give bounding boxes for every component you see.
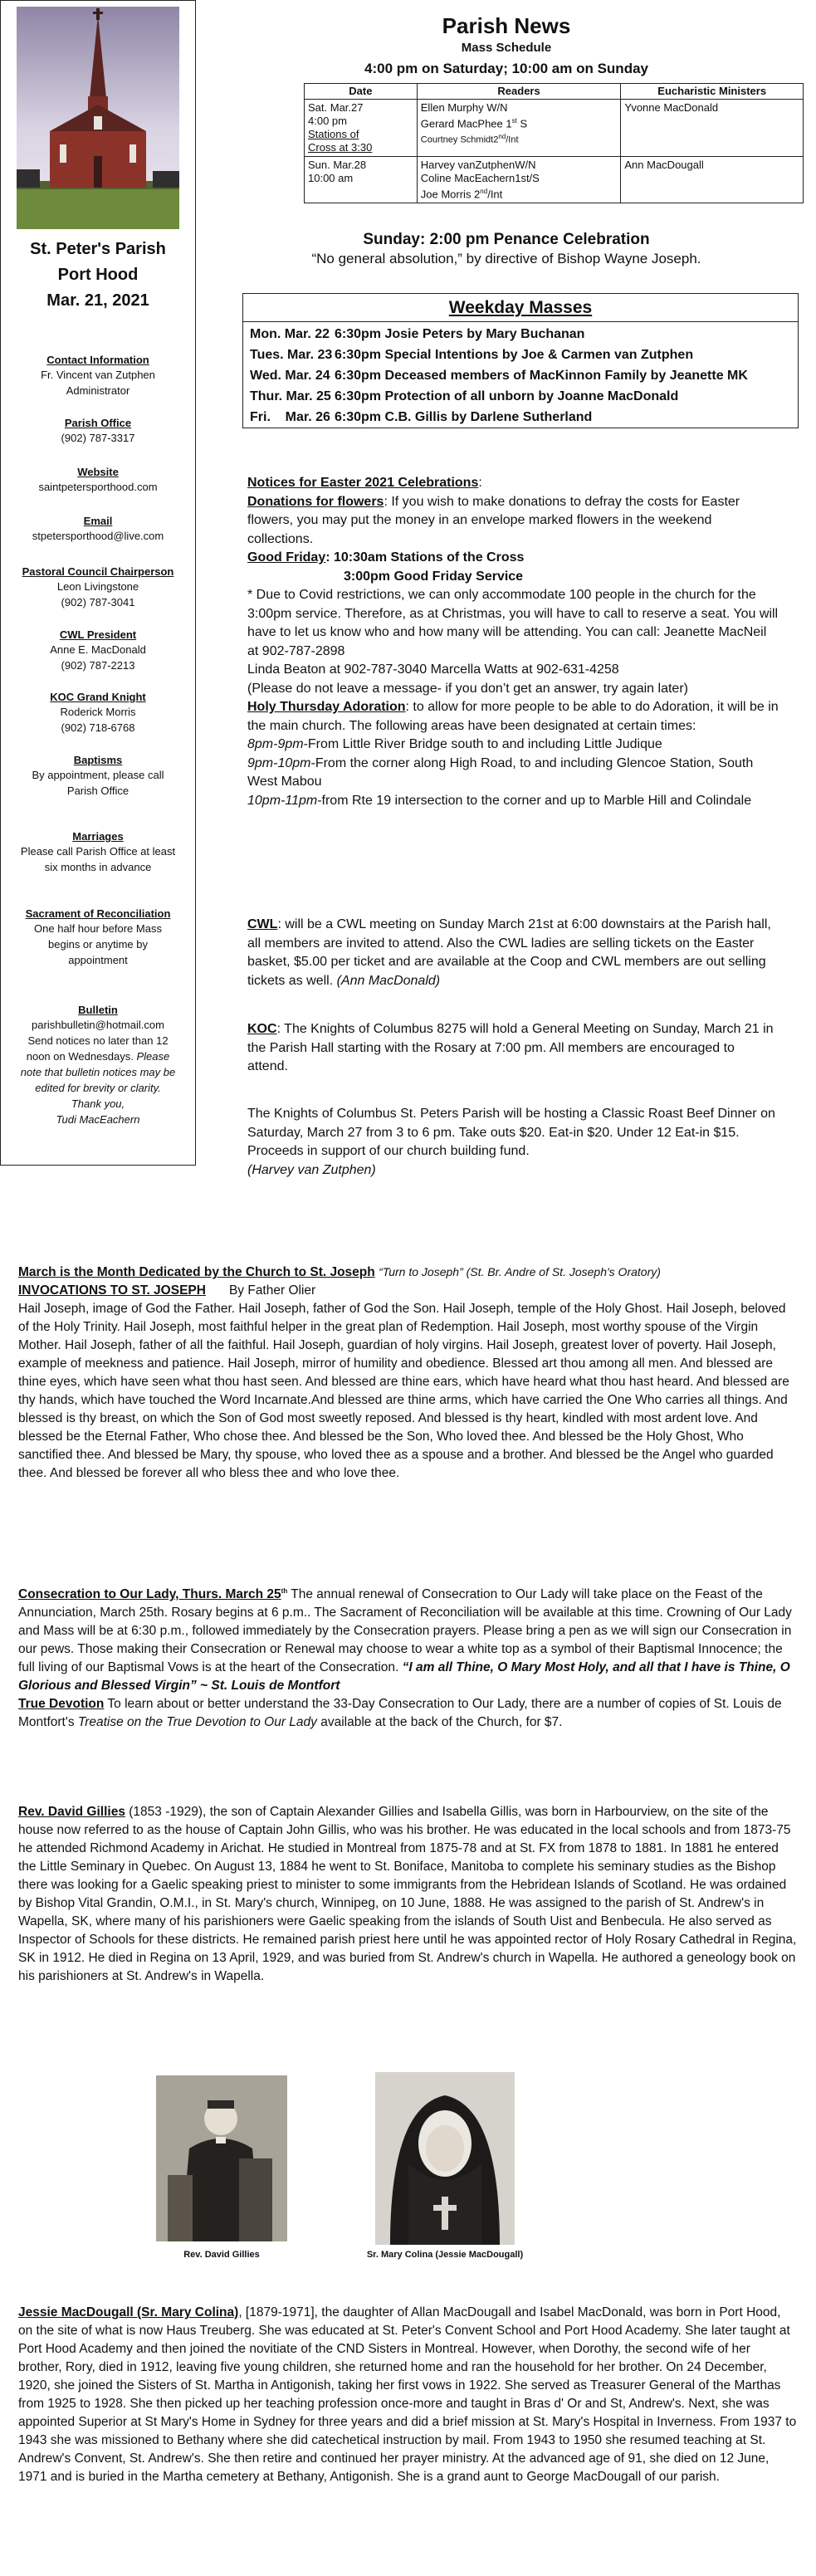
penance-celebration: Sunday: 2:00 pm Penance Celebration xyxy=(363,231,650,248)
cwl-president-name: Anne E. MacDonald xyxy=(50,643,146,656)
weekday-row: Tues. Mar. 23 6:30pm Special Intentions by Joe & Carmen van Zutphen xyxy=(250,348,694,362)
office-phone: (902) 787-3317 xyxy=(61,432,135,444)
mass-schedule-title: Mass Schedule xyxy=(461,41,552,55)
adoration-slot: 9pm-10pm-From the corner along High Road, to and including Glencoe Station, South West Mabou xyxy=(247,755,754,789)
mass-schedule-table xyxy=(304,83,804,203)
koc-name: Roderick Morris xyxy=(60,706,136,718)
gillies-portrait xyxy=(156,2075,287,2241)
dinner-author: (Harvey van Zutphen) xyxy=(247,1162,376,1177)
adoration-notice: Holy Thursday Adoration: to allow for more people to be able to do Adoration, it will be in the main church. The following areas have been designated at certain times: xyxy=(247,700,779,733)
website-heading: Website xyxy=(77,466,119,478)
marriages-line: six months in advance xyxy=(44,861,152,873)
contact-role: Administrator xyxy=(66,384,130,397)
baptisms-line: Parish Office xyxy=(66,785,129,797)
easter-notices xyxy=(247,474,779,810)
reader-line: Gerard MacPhee 1st S xyxy=(420,117,528,130)
reconciliation-line: begins or anytime by xyxy=(48,938,148,951)
flowers-notice: Donations for flowers: If you wish to make donations to defray the costs for Easter flowers, you may put the money in an envelope marked flowers in the weekend collections. xyxy=(247,494,740,546)
council-phone: (902) 787-3041 xyxy=(61,596,135,609)
date-line: Cross at 3:30 xyxy=(308,141,373,154)
koc-phone: (902) 718-6768 xyxy=(61,721,135,734)
email-link[interactable]: stpetersporthood@live.com xyxy=(32,530,164,542)
invocations-heading-line: INVOCATIONS TO ST. JOSEPH By Father Olier xyxy=(18,1283,316,1298)
table-header-row xyxy=(305,84,804,100)
col-readers: Readers xyxy=(417,84,621,100)
page-title: Parish News xyxy=(442,13,571,38)
consecration-text: Consecration to Our Lady, Thurs. March 25th The annual renewal of Consecration to Our Lady will take place on the Feast of the Annunciation, March 25th. Rosary begins at 6 p.m.. The Sacrament of Reconciliation will be available at this time. Crowning of Our Lady and Mass will be at 6:30 p.m., followed immediately by the Consecration prayers. Please bring a pen as we will sign our Consecration in our pews. Those making their Consecration or Renewal may choose to wear a white top as a symbol of their Baptismal Innocence; the full living of our Baptismal Vows is at the heart of the Consecration. “I am all Thine, O Mary Most Holy, and all that I have is Thine, O Glorious and Blessed Virgin” ~ St. Louis de Montfort xyxy=(18,1587,792,1694)
good-friday-notice: Good Friday: 10:30am Stations of the Cross xyxy=(247,550,525,565)
date-line: 4:00 pm xyxy=(308,115,347,127)
date-line: Stations of xyxy=(308,128,359,140)
macdougall-section: Jessie MacDougall (Sr. Mary Colina), [1879-1971], the daughter of Allan MacDougall and Isabel MacDonald, was born in Port Hood, on the site of what is now Haus Treuberg. She was educated at St. Peter's Convent School and Port Hood Academy. She later taught at Port Hood Academy and then joined the novitiate of the CND Sisters in Montreal. However, when Dorothy, the second wife of her brother, Rory, died in 1912, leaving five young children, she returned home and ran the household for her brother. On 24 December, 1920, she joined the Sisters of St. Martha in Antigonish, taking her first vows in 1922. She served as Treasurer General of the Marthas from 1925 to 1928. She then picked up her teaching profession once-more and taught in Bras d' Or and St, Andrew's. Next, she was appointed Superior at St Mary's Home in Sydney for three years and did a brief mission at St. Mary's Hospital in Inverness. From 1937 to 1943 she was missioned to Bethany where she did catechetical instruction by mail. From 1943 to 1950 she resumed teaching at St. Andrew's Convent, St. Andrew's. She then retire and continued her prayer ministry. At the advanced age of 91, she died on 12 June, 1971 and is buried in the Martha cemetery at Bethany, Antigonish. She is a grand aunt to George MacDougall of our parish. xyxy=(18,2305,797,2484)
consecration-section xyxy=(18,1582,797,1732)
koc-notice: KOC: The Knights of Columbus 8275 will hold a General Meeting on Sunday, March 21 in the Parish Hall starting with the Rosary at 7:00 pm. All members are encouraged to attend. xyxy=(247,1022,774,1073)
easter-heading: Notices for Easter 2021 Celebrations: xyxy=(247,476,482,490)
bulletin-heading: Bulletin xyxy=(78,1004,118,1016)
readers-cell xyxy=(417,100,621,157)
weekday-row: Thur. Mar. 25 6:30pm Protection of all unborn by Joanne MacDonald xyxy=(250,389,679,403)
col-ministers: Eucharistic Ministers xyxy=(621,84,804,100)
table-row xyxy=(305,157,804,203)
dinner-notice: The Knights of Columbus St. Peters Parish will be hosting a Classic Roast Beef Dinner on Saturday, March 27 from 3 to 6 pm. Take outs $20. Eat-in $20. Under 12 Eat-in $15. Proceeds in support of our church building fund. (Harvey van Zutphen) xyxy=(247,1105,779,1180)
reconciliation-line: appointment xyxy=(68,954,128,966)
weekday-row: Wed. Mar. 24 6:30pm Deceased members of MacKinnon Family by Jeanette MK xyxy=(250,369,748,383)
date-line: Sun. Mar.28 xyxy=(308,159,367,171)
mass-times: 4:00 pm on Saturday; 10:00 am on Sunday xyxy=(364,61,648,76)
gillies-caption: Rev. David Gillies xyxy=(183,2250,260,2260)
sidebar xyxy=(0,0,196,1166)
date-line: Sat. Mar.27 xyxy=(308,101,364,114)
invocations-text: Hail Joseph, image of God the Father. Hail Joseph, father of God the Son. Hail Joseph, temple of the Holy Ghost. Hail Joseph, beloved of the Holy Trinity. Hail Joseph, most faithful helper in the great plan of Redemption. Hail Joseph, most worthy spouse of the Virgin Mother. Hail Joseph, father of all the faithful. Hail Joseph, guardian of holy virgins. Hail Joseph, greatest lover of poverty. Hail Joseph, example of meekness and patience. Hail Joseph, mirror of humility and obedience. Blessed art thou among all men. And blessed are thine eyes, which have seen what thou hast seen. And blessed are thine ears, which have heard what thou hast heard. And blessed are thy hands, which have touched the Word Incarnate.And blessed are thine arms, which have carried the One Who carries all things. And blessed is thy breast, on which the Son of God most sweetly reposed. And blessed is thy heart, kindled with most ardent love. And blessed be the Eternal Father, Who chose thee. And blessed be the Son, Who loved thee. And blessed be the Holy Ghost, Who sanctified thee. And blessed be Mary, thy spouse, who loved thee as a spouse and a brother. And blessed be the Angel who guarded thee. And blessed be forever all who bless thee and who love thee. xyxy=(18,1302,789,1480)
bulletin-line: Send notices no later than 12 xyxy=(27,1034,169,1047)
cwl-notice: CWL: will be a CWL meeting on Sunday March 21st at 6:00 downstairs at the Parish hall, all members are invited to attend. Also the CWL ladies are selling tickets on the Easter basket, $5.00 per ticket and are available at the Coop and CWL members are out selling tickets as well. (Ann MacDonald) xyxy=(247,917,771,988)
council-name: Leon Livingstone xyxy=(56,580,139,593)
parish-name: St. Peter's Parish xyxy=(30,240,166,258)
weekday-masses-box xyxy=(242,293,799,428)
reconciliation-heading: Sacrament of Reconciliation xyxy=(25,907,171,920)
readers-cell xyxy=(417,157,621,203)
reader-line: Ellen Murphy W/N xyxy=(420,101,508,114)
covid-message-note: (Please do not leave a message- if you don’t get an answer, try again later) xyxy=(247,681,688,696)
table-row xyxy=(305,100,804,157)
bulletin-line: noon on Wednesdays. Please xyxy=(26,1050,170,1063)
date-cell xyxy=(305,157,418,203)
email-heading: Email xyxy=(83,515,113,527)
office-heading: Parish Office xyxy=(64,417,132,429)
covid-contacts: Linda Beaton at 902-787-3040 Marcella Watts at 902-631-4258 xyxy=(247,662,619,677)
reader-line: Joe Morris 2nd/Int xyxy=(420,188,503,201)
reader-line: Coline MacEachern1st/S xyxy=(420,172,540,184)
contact-name: Fr. Vincent van Zutphen xyxy=(41,369,155,381)
reconciliation-line: One half hour before Mass xyxy=(34,922,162,935)
bulletin-note: edited for brevity or clarity. xyxy=(35,1082,161,1094)
gillies-section: Rev. David Gillies (1853 -1929), the son of Captain Alexander Gillies and Isabella Gillis, was born in Harbourview, on the site of the house now referred to as the house of Captain John Gillis, who was his brother. He was educated in the local schools and from 1873-75 he attended Richmond Academy in Arichat. He studied in Montreal from 1875-78 and at St. FX from 1878 to 1881. In 1881 he entered the Little Seminary in Quebec. On August 13, 1884 he went to St. Boniface, Manitoba to complete his seminary studies as the Bishop there was looking for a Gaelic speaking priest to minister to some immigrants from the Hebridean Islands of Scotland. He was ordained by Bishop Vital Grandin, O.M.I., in St. Mary's church, Winnipeg, on 10 June, 1888. He was assigned to the parish of St. Andrew's in Wapella, SK, where many of his parishioners were Gaelic speaking from the islands of South Uist and Benbecula. He also served as Inspector of Schools for these districts. He remained parish priest here until he was appointed rector of Holy Rosary Cathedral in Regina, SK in 1912. He died in Regina on 13 April, 1929, and was buried from St. Andrew's church in Wapella. He authored a geneology book on his parishioners at St. Andrew's in Wapella. xyxy=(18,1805,797,1983)
bulletin-date: Mar. 21, 2021 xyxy=(46,291,149,310)
bulletin-signoff: Tudi MacEachern xyxy=(56,1113,140,1126)
bulletin-thanks: Thank you, xyxy=(71,1097,125,1110)
contact-heading: Contact Information xyxy=(46,354,149,366)
council-heading: Pastoral Council Chairperson xyxy=(22,565,174,578)
town-name: Port Hood xyxy=(57,266,139,284)
bulletin-email[interactable]: parishbulletin@hotmail.com xyxy=(32,1019,164,1031)
joseph-heading-line: March is the Month Dedicated by the Church to St. Joseph “Turn to Joseph” (St. Br. Andre of St. Joseph's Oratory) xyxy=(18,1265,661,1279)
minister-cell: Yvonne MacDonald xyxy=(621,100,804,157)
baptisms-line: By appointment, please call xyxy=(32,769,164,781)
marriages-line: Please call Parish Office at least xyxy=(20,845,176,858)
weekday-heading: Weekday Masses xyxy=(243,294,798,322)
adoration-slot: 10pm-11pm-from Rte 19 intersection to the corner and up to Marble Hill and Colindale xyxy=(247,793,752,808)
colina-caption: Sr. Mary Colina (Jessie MacDougall) xyxy=(366,2250,524,2260)
colina-portrait xyxy=(375,2072,515,2245)
cwl-heading: CWL President xyxy=(59,628,137,641)
col-date: Date xyxy=(305,84,418,100)
covid-notice: * Due to Covid restrictions, we can only accommodate 100 people in the church for the 3:00pm service. Therefore, as at Christmas, you will have to call to reserve a seat. You will have to let us know who and how many will be attending. You can call: Jeanette MacNeil at 902-787-2898 xyxy=(247,588,779,658)
cwl-president-phone: (902) 787-2213 xyxy=(61,659,135,672)
koc-heading: KOC Grand Knight xyxy=(50,691,146,703)
weekday-row: Mon. Mar. 22 6:30pm Josie Peters by Mary Buchanan xyxy=(250,327,585,341)
good-friday-service: 3:00pm Good Friday Service xyxy=(344,569,524,584)
absolution-directive: “No general absolution,” by directive of Bishop Wayne Joseph. xyxy=(311,251,701,266)
baptisms-heading: Baptisms xyxy=(73,754,123,766)
reader-line: Harvey vanZutphenW/N xyxy=(420,159,536,171)
bulletin-note: note that bulletin notices may be xyxy=(20,1066,176,1078)
adoration-slot: 8pm-9pm-From Little River Bridge south to and including Little Judique xyxy=(247,737,662,751)
true-devotion-text: True Devotion To learn about or better understand the 33-Day Consecration to Our Lady, there are a number of copies of St. Louis de Montfort's Treatise on the True Devotion to Our Lady available at the back of the Church, for $7. xyxy=(18,1697,782,1730)
weekday-row: Fri. Mar. 26 6:30pm C.B. Gillis by Darlene Sutherland xyxy=(250,410,593,424)
website-link[interactable]: saintpetersporthood.com xyxy=(38,481,158,493)
minister-cell: Ann MacDougall xyxy=(621,157,804,203)
date-cell xyxy=(305,100,418,157)
date-line: 10:00 am xyxy=(308,172,354,184)
reader-line: Courtney Schmidt2nd/Int xyxy=(420,133,519,145)
church-photo xyxy=(17,7,179,229)
marriages-heading: Marriages xyxy=(72,830,124,843)
joseph-section xyxy=(18,1263,797,1483)
